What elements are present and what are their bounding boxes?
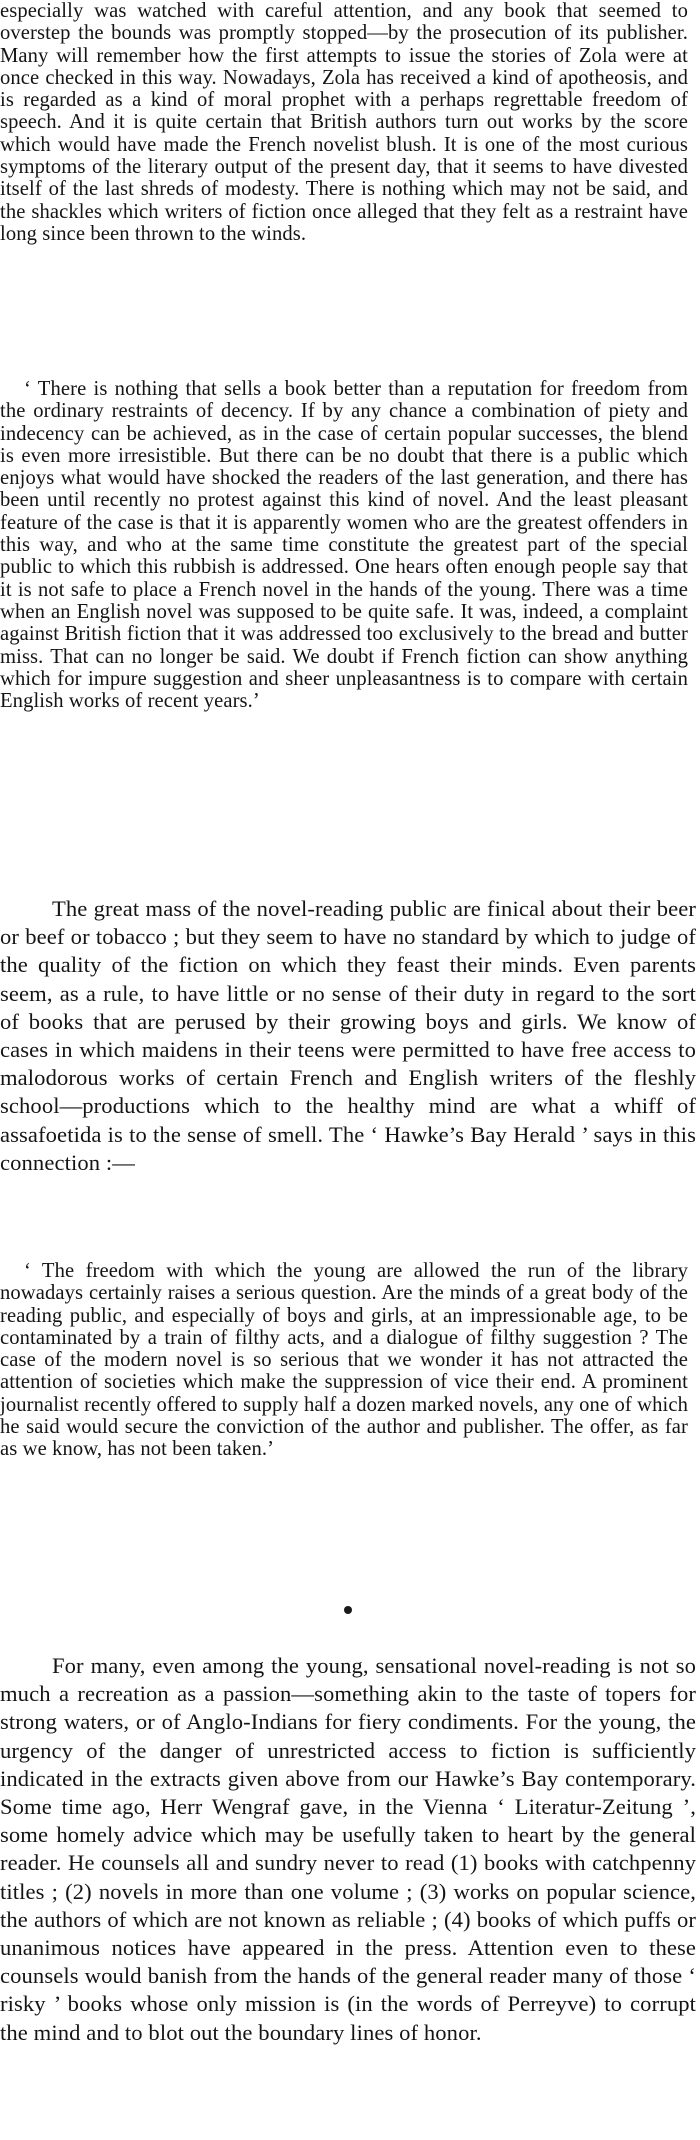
paragraph-editorial-novel-reading-public: The great mass of the novel-reading public are finical about their beer or beef or tobacco ; but they seem to have no standard by which to judge of the quality of the fiction on which they feast their minds. Even parents seem, as a rule, to have little or no sense of their duty in regard to the sort of books that are perused by their growing boys and girls. We know of cases in which maidens in their teens were permitted to have free access to malodorous works of certain French and English writers of the fleshly school—productions which to the healthy mind are what a whiff of assafoetida is to the sense of smell. The ‘ Hawke’s Bay Herald ’ says in this connection :—	[0, 896, 696, 1175]
paragraph-editorial-wengraf-advice: For many, even among the young, sensational novel-reading is not so much a recreation as a passion—something akin to the taste of topers for strong waters, or of Anglo-Indians for fiery condiments. For the young, the urgency of the danger of unrestricted access to fiction is sufficiently indicated in the extracts given above from our Hawke’s Bay contemporary. Some time ago, Herr Wengraf gave, in the Vienna ‘ Literatur-Zeitung ’, some homely advice which may be usefully taken to heart by the general reader. He counsels all and sundry never to read (1) books with catchpenny titles ; (2) novels in more than one volume ; (3) works on popular science, the authors of which are not known as reliable ; (4) books of which puffs or unanimous notices have appeared in the press. Attention even to these counsels would banish from the hands of the general reader many of those ‘ risky ’ books whose only mission is (in the words of Perreyve) to corrupt the mind and to blot out the boundary lines of honor.	[0, 1653, 696, 2045]
section-divider-dot	[344, 1606, 352, 1614]
paragraph-quoted-fiction-decency: ‘ There is nothing that sells a book better than a reputation for freedom from the ordinary restraints of decency. If by any chance a combination of piety and indecency can be achieved, as in the case of certain popular successes, the blend is even more irresistible. But there can be no doubt that there is a public which enjoys what would have shocked the readers of the last generation, and there has been until recently no protest against this kind of novel. And the least pleasant feature of the case is that it is apparently women who are the greatest offenders in this way, and who at the same time constitute the greatest part of the special public to which this rubbish is addressed. One hears often enough people say that it is not safe to place a French novel in the hands of the young. There was a time when an English novel was supposed to be quite safe. It was, indeed, a complaint against British fiction that it was addressed too exclusively to the bread and butter miss. That can no longer be said. We doubt if French fiction can show anything which for impure suggestion and sheer unpleasantness is to compare with certain English works of recent years.’	[0, 378, 688, 713]
paragraph-quoted-hawkes-bay-herald: ‘ The freedom with which the young are allowed the run of the library nowadays certainly raises a serious question. Are the minds of a great body of the reading public, and especially of boys and girls, at an impressionable age, to be contaminated by a train of filthy acts, and a dialogue of filthy suggestion ? The case of the modern novel is so serious that we wonder it has not attracted the attention of societies which make the suppression of vice their end. A prominent journalist recently offered to supply half a dozen marked novels, any one of which he said would secure the conviction of the author and publisher. The offer, as far as we know, has not been taken.’	[0, 1260, 688, 1461]
paragraph-quoted-continuation: especially was watched with careful attention, and any book that seemed to overstep the bounds was promptly stopped—by the prosecution of its publisher. Many will remember how the first attempts to issue the stories of Zola were at once checked in this way. Nowadays, Zola has received a kind of apotheosis, and is regarded as a kind of moral prophet with a perhaps regrettable freedom of speech. And it is quite certain that British authors turn out works by the score which would have made the French novelist blush. It is one of the most curious symptoms of the literary output of the present day, that it seems to have divested itself of the last shreds of modesty. There is nothing which may not be said, and the shackles which writers of fiction once alleged that they felt as a restraint have long since been thrown to the winds.	[0, 0, 688, 245]
